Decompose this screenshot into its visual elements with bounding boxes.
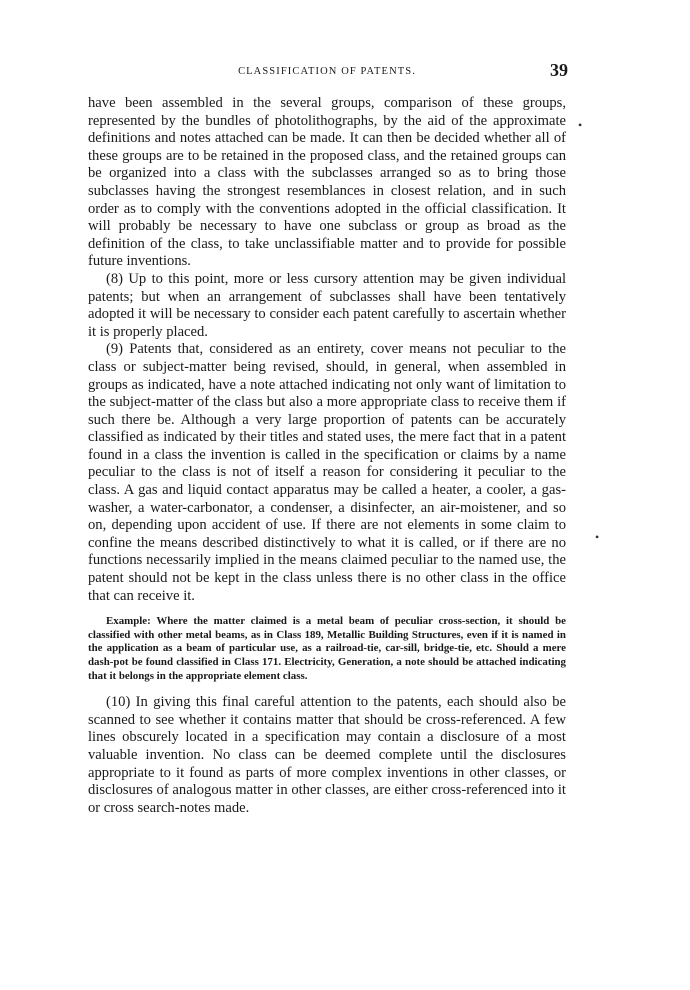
book-page (88, 58, 566, 817)
page-header (88, 58, 566, 88)
paragraph-8: (8) Up to this point, more or less cursory attention may be given individual patents; but when an arrangement of subclasses shall have been tentatively adopted it will be necessary to consider each patent carefully to ascertain whether it is properly placed. (88, 270, 566, 340)
margin-mark: • (595, 530, 600, 544)
example-note: Example: Where the matter claimed is a metal beam of peculiar cross-section, it should be classified with other metal beams, as in Class 189, Metallic Building Structures, even if it is named in the application as a beam of particular use, as a railroad-tie, car-sill, bridge-tie, etc. Should a mere dash-pot be found classified in Class 171. Electricity, Generation, a note should be attached indicating that it belongs in the appropriate element class. (88, 615, 566, 682)
page-number: 39 (550, 60, 568, 80)
paragraph-10: (10) In giving this final careful attention to the patents, each should also be scanned to see whether it contains matter that should be cross-referenced. A few lines obscurely located in a specification may contain a disclosure of a most valuable invention. No class can be deemed complete until the disclosures appropriate to it found as parts of more complex inventions in other classes, or disclosures of analogous matter in other classes, are either cross-referenced into it or cross search-notes made. (88, 694, 566, 816)
running-title: CLASSIFICATION OF PATENTS. (238, 66, 416, 77)
margin-mark: • (578, 118, 583, 132)
paragraph-continuation: have been assembled in the several groups, comparison of these groups, represented by the bundles of photolithographs, by the aid of the approximate definitions and notes attached can be made. It can then be decided whether all of these groups are to be retained in the proposed class, and the retained groups can be organized into a class with the subclasses arranged so as to bring those subclasses having the strongest resemblances in closest relation, and in such order as to comply with the conventions adopted in the official classification. It will probably be necessary to have one subclass or group as broad as the definition of the class, to take unclassifiable matter and to provide for possible future inventions. (88, 95, 566, 270)
paragraph-9: (9) Patents that, considered as an entirety, cover means not peculiar to the class or subject-matter being revised, should, in general, when assembled in groups as indicated, have a note attached indicating not only want of limitation to the subject-matter of the class but also a more appropriate class to receive them if such there be. Although a very large proportion of patents can be accurately classified as indicated by their titles and stated uses, the mere fact that in a patent found in a class the invention is called in the specification or claims by a name peculiar to the class is not of itself a reason for considering it peculiar to the class. A gas and liquid contact apparatus may be called a heater, a cooler, a gas-washer, a water-carbonator, a condenser, a disinfecter, an air-moistener, and so on, depending upon accident of use. If there are not elements in some claim to confine the means described distinctively to what it is called, or if there are no functions necessarily implied in the means claimed peculiar to the named use, the patent should not be kept in the class unless there is no other class in the office that can receive it. (88, 341, 566, 604)
body-text (88, 95, 566, 817)
